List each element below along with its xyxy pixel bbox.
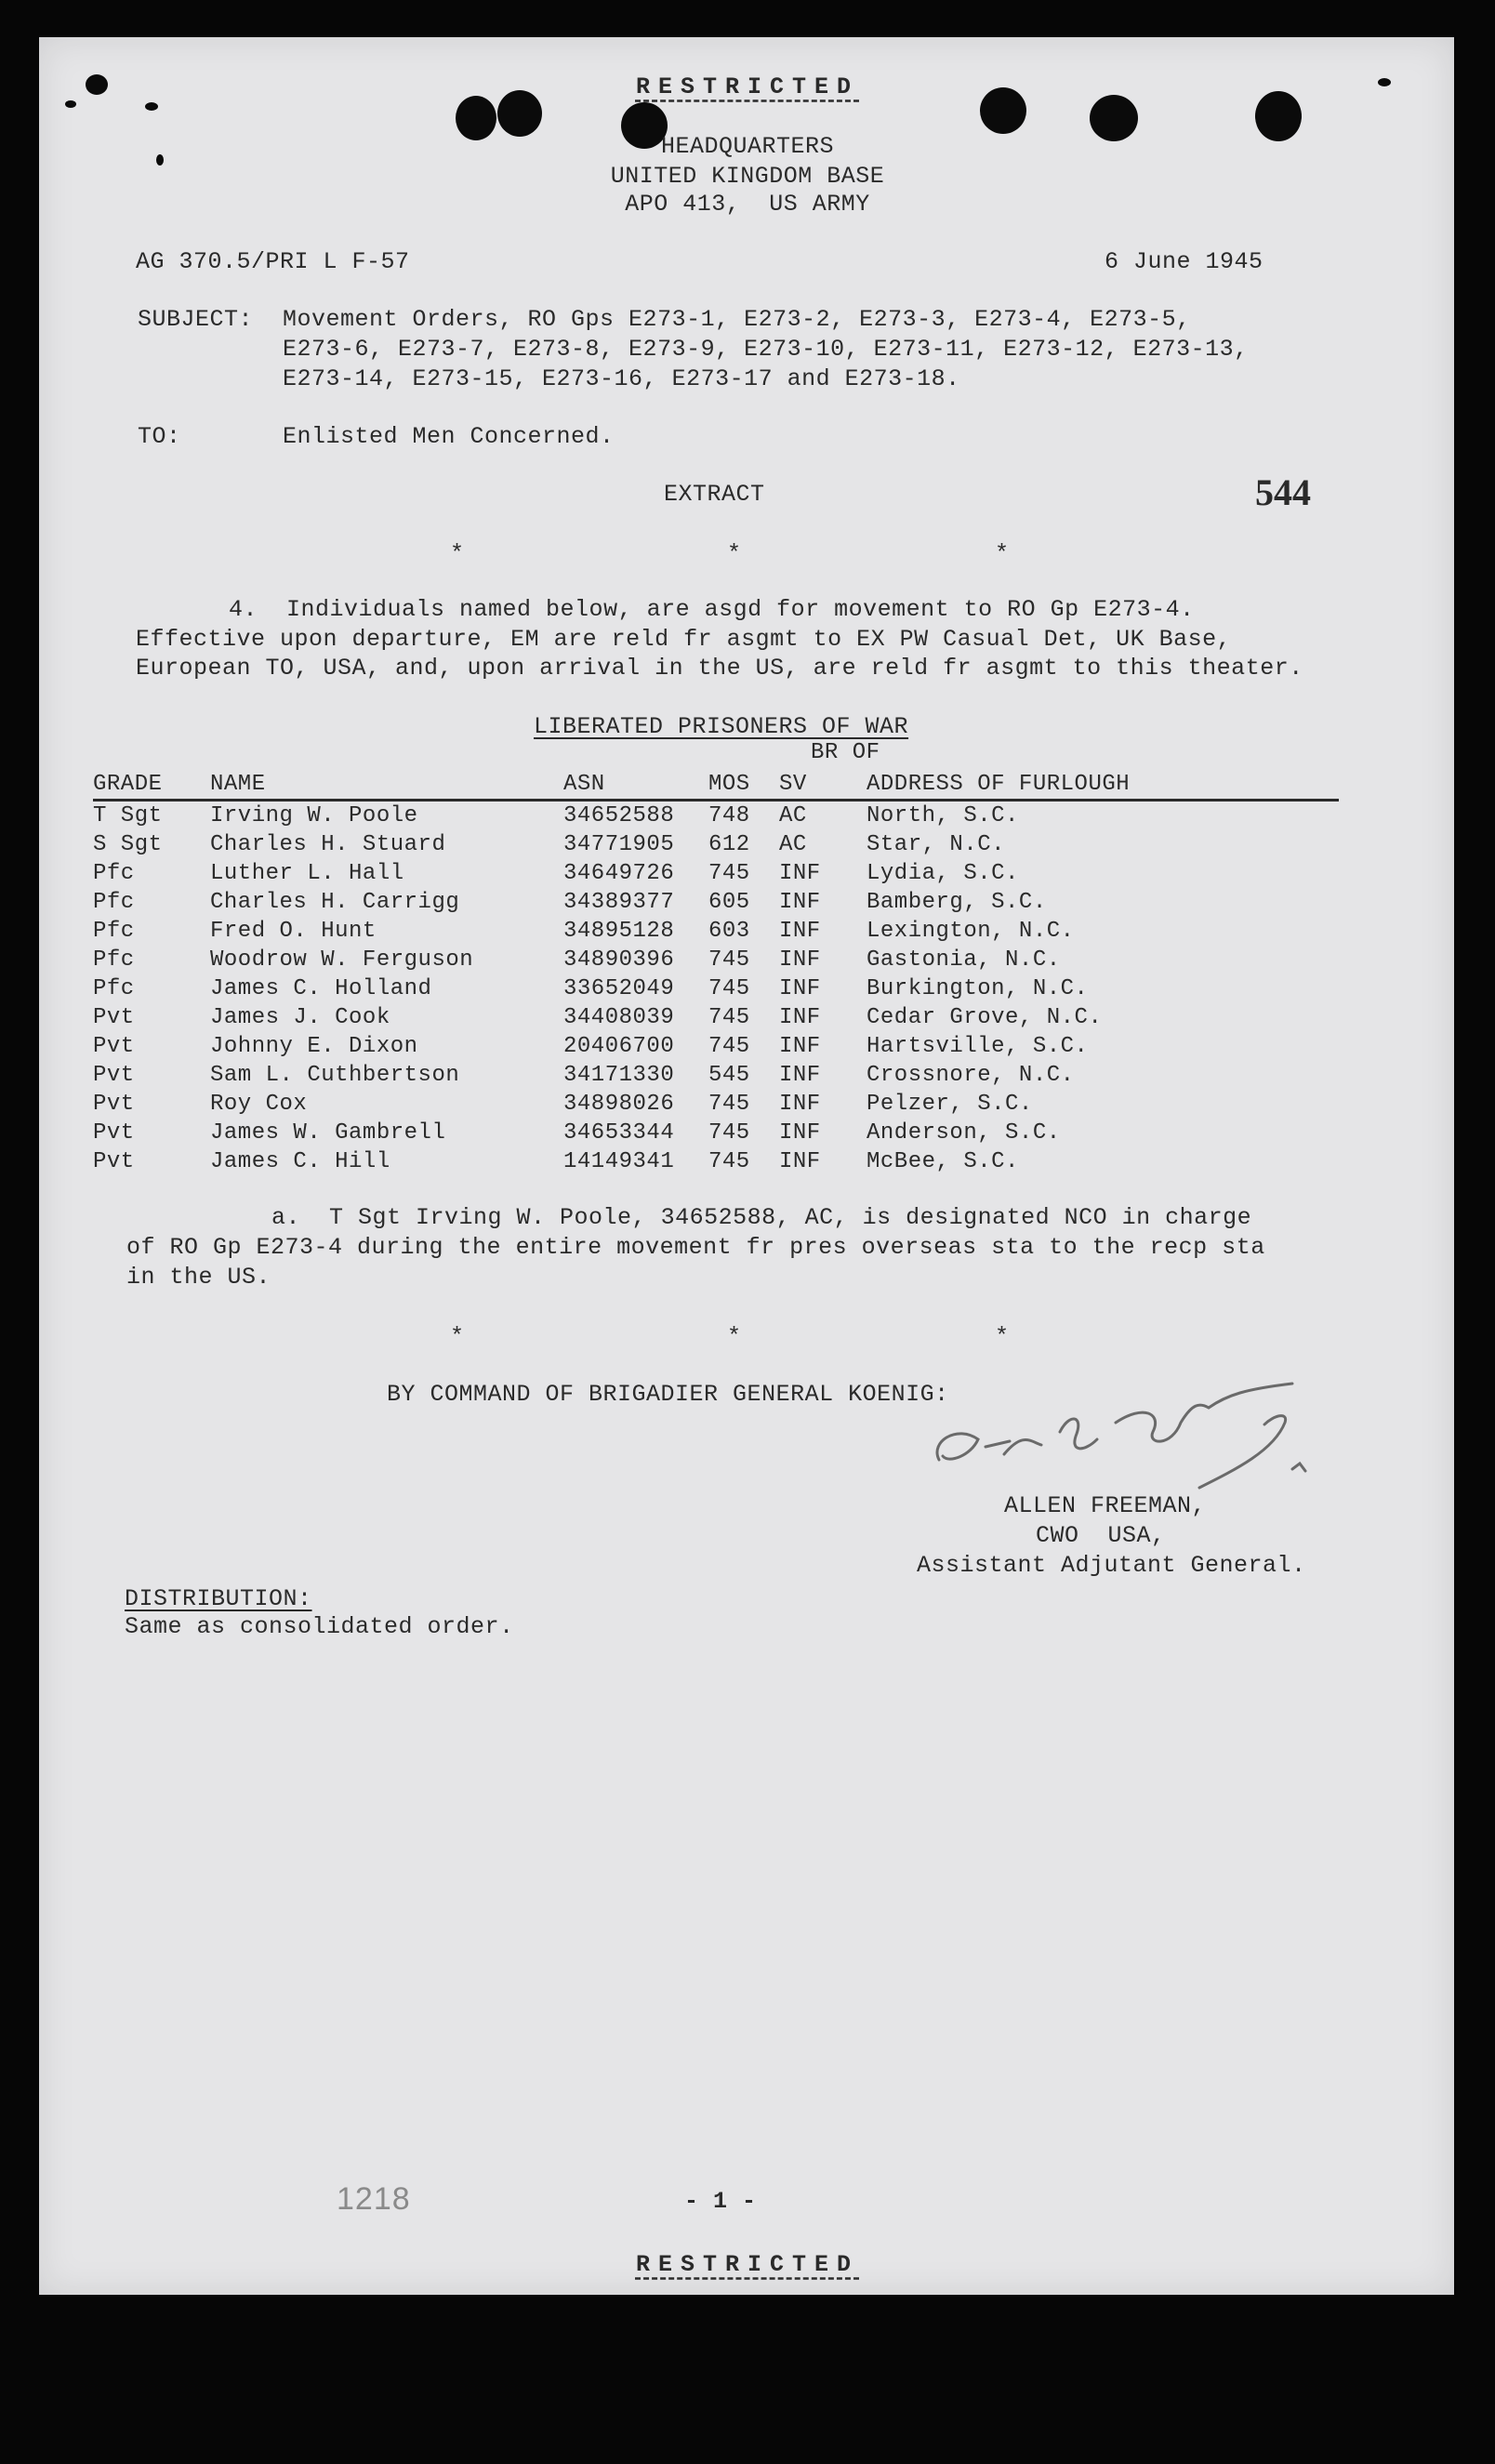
classification-top: RESTRICTED — [635, 73, 860, 100]
subject-line: E273-6, E273-7, E273-8, E273-9, E273-10, E273-11, E273-12, E273-13, — [283, 336, 1249, 363]
asn-cell: 34171330 — [563, 1063, 675, 1088]
paragraph-line: European TO, USA, and, upon arrival in the US, are reld fr asgmt to this theater. — [136, 655, 1303, 682]
br-of-label: BR OF — [811, 740, 880, 765]
branch-cell: INF — [779, 1063, 821, 1088]
branch-cell: INF — [779, 1149, 821, 1174]
mos-cell: 545 — [708, 1063, 750, 1088]
org-line-1: HEADQUARTERS — [660, 133, 835, 160]
to-value: Enlisted Men Concerned. — [283, 423, 615, 450]
address-cell: Crossnore, N.C. — [867, 1063, 1075, 1088]
grade-cell: Pfc — [93, 861, 135, 886]
grade-cell: Pvt — [93, 1092, 135, 1117]
branch-cell: AC — [779, 803, 807, 828]
branch-cell: INF — [779, 890, 821, 915]
asterisk: * — [727, 540, 742, 567]
table-row — [93, 888, 1339, 917]
signatory-rank: CWO USA, — [1036, 1522, 1166, 1549]
grade-cell: T Sgt — [93, 803, 163, 828]
asterisk: * — [995, 1323, 1010, 1350]
branch-cell: INF — [779, 1120, 821, 1146]
grade-cell: Pvt — [93, 1005, 135, 1030]
table-row — [93, 1003, 1339, 1032]
name-cell: Johnny E. Dixon — [210, 1034, 418, 1059]
address-cell: Burkington, N.C. — [867, 976, 1089, 1001]
mos-cell: 605 — [708, 890, 750, 915]
address-cell: Gastonia, N.C. — [867, 947, 1061, 973]
name-cell: James C. Holland — [210, 976, 432, 1001]
mos-cell: 745 — [708, 861, 750, 886]
address-cell: Star, N.C. — [867, 832, 1006, 857]
name-cell: James C. Hill — [210, 1149, 390, 1174]
org-line-2: UNITED KINGDOM BASE — [610, 163, 885, 190]
grade-cell: Pvt — [93, 1034, 135, 1059]
paragraph-line: 4. Individuals named below, are asgd for movement to RO Gp E273-4. — [229, 596, 1195, 623]
asterisk: * — [995, 540, 1010, 567]
mos-cell: 745 — [708, 1149, 750, 1174]
asn-cell: 34649726 — [563, 861, 675, 886]
table-row — [93, 1032, 1339, 1061]
asn-cell: 34653344 — [563, 1120, 675, 1146]
mos-cell: 745 — [708, 1092, 750, 1117]
branch-cell: INF — [779, 1092, 821, 1117]
mos-cell: 748 — [708, 803, 750, 828]
name-cell: Luther L. Hall — [210, 861, 404, 886]
classification-bottom: RESTRICTED — [635, 2251, 860, 2278]
asn-cell: 20406700 — [563, 1034, 675, 1059]
roster-table — [93, 770, 1339, 1176]
grade-cell: Pvt — [93, 1149, 135, 1174]
address-cell: North, S.C. — [867, 803, 1019, 828]
org-line-3: APO 413, US ARMY — [625, 191, 870, 218]
address-cell: Lydia, S.C. — [867, 861, 1019, 886]
grade-cell: Pfc — [93, 919, 135, 944]
asterisk: * — [727, 1323, 742, 1350]
stamp-number: 1218 — [337, 2181, 411, 2217]
roster-body — [93, 801, 1339, 1177]
table-row — [93, 830, 1339, 859]
roster-header-row — [93, 770, 1339, 801]
name-cell: James W. Gambrell — [210, 1120, 446, 1146]
asn-cell: 34771905 — [563, 832, 675, 857]
column-header: MOS — [708, 772, 750, 797]
asn-cell: 34895128 — [563, 919, 675, 944]
asn-cell: 34898026 — [563, 1092, 675, 1117]
asn-cell: 33652049 — [563, 976, 675, 1001]
distribution-value: Same as consolidated order. — [125, 1613, 514, 1640]
address-cell: Hartsville, S.C. — [867, 1034, 1089, 1059]
name-cell: Irving W. Poole — [210, 803, 418, 828]
asterisk: * — [450, 540, 465, 567]
subject-line: E273-14, E273-15, E273-16, E273-17 and E273-18. — [283, 365, 960, 392]
asn-cell: 34890396 — [563, 947, 675, 973]
signatory-title: Assistant Adjutant General. — [917, 1552, 1306, 1579]
branch-cell: INF — [779, 919, 821, 944]
table-row — [93, 859, 1339, 888]
table-row — [93, 1090, 1339, 1119]
branch-cell: INF — [779, 1005, 821, 1030]
table-row — [93, 974, 1339, 1003]
name-cell: Charles H. Carrigg — [210, 890, 460, 915]
mos-cell: 745 — [708, 976, 750, 1001]
extract-label: EXTRACT — [664, 481, 765, 508]
address-cell: Cedar Grove, N.C. — [867, 1005, 1103, 1030]
asn-cell: 34652588 — [563, 803, 675, 828]
name-cell: Sam L. Cuthbertson — [210, 1063, 460, 1088]
table-row — [93, 917, 1339, 946]
branch-cell: INF — [779, 976, 821, 1001]
table-row — [93, 1147, 1339, 1176]
name-cell: Roy Cox — [210, 1092, 308, 1117]
page-stamp: 544 — [1255, 471, 1311, 513]
note-line: a. T Sgt Irving W. Poole, 34652588, AC, is designated NCO in charge — [271, 1204, 1252, 1231]
grade-cell: Pfc — [93, 947, 135, 973]
table-row — [93, 1119, 1339, 1147]
address-cell: Bamberg, S.C. — [867, 890, 1047, 915]
mos-cell: 603 — [708, 919, 750, 944]
branch-cell: INF — [779, 861, 821, 886]
address-cell: Pelzer, S.C. — [867, 1092, 1033, 1117]
name-cell: James J. Cook — [210, 1005, 390, 1030]
distribution-label: DISTRIBUTION: — [125, 1585, 312, 1612]
branch-cell: AC — [779, 832, 807, 857]
grade-cell: Pvt — [93, 1120, 135, 1146]
column-header: GRADE — [93, 772, 163, 797]
address-cell: Anderson, S.C. — [867, 1120, 1061, 1146]
table-row — [93, 801, 1339, 831]
mos-cell: 745 — [708, 1005, 750, 1030]
handwritten-signature — [920, 1367, 1330, 1497]
name-cell: Charles H. Stuard — [210, 832, 446, 857]
page-number: - 1 - — [684, 2188, 757, 2215]
command-line: BY COMMAND OF BRIGADIER GENERAL KOENIG: — [387, 1381, 949, 1408]
branch-cell: INF — [779, 947, 821, 973]
grade-cell: Pfc — [93, 890, 135, 915]
mos-cell: 745 — [708, 947, 750, 973]
asn-cell: 14149341 — [563, 1149, 675, 1174]
paragraph-line: Effective upon departure, EM are reld fr asgmt to EX PW Casual Det, UK Base, — [136, 626, 1232, 653]
name-cell: Woodrow W. Ferguson — [210, 947, 474, 973]
mos-cell: 612 — [708, 832, 750, 857]
asn-cell: 34408039 — [563, 1005, 675, 1030]
table-row — [93, 1061, 1339, 1090]
subject-label: SUBJECT: — [138, 306, 254, 333]
note-line: in the US. — [126, 1264, 271, 1291]
address-cell: Lexington, N.C. — [867, 919, 1075, 944]
grade-cell: S Sgt — [93, 832, 163, 857]
note-line: of RO Gp E273-4 during the entire movement fr pres overseas sta to the recp sta — [126, 1234, 1265, 1261]
asn-cell: 34389377 — [563, 890, 675, 915]
signatory-name: ALLEN FREEMAN, — [1004, 1492, 1207, 1519]
file-number: AG 370.5/PRI L F-57 — [136, 248, 410, 275]
order-date: 6 June 1945 — [1105, 248, 1263, 275]
mos-cell: 745 — [708, 1034, 750, 1059]
column-header: ASN — [563, 772, 605, 797]
address-cell: McBee, S.C. — [867, 1149, 1019, 1174]
column-header: ADDRESS OF FURLOUGH — [867, 772, 1131, 797]
column-header: NAME — [210, 772, 266, 797]
grade-cell: Pvt — [93, 1063, 135, 1088]
name-cell: Fred O. Hunt — [210, 919, 377, 944]
mos-cell: 745 — [708, 1120, 750, 1146]
branch-cell: INF — [779, 1034, 821, 1059]
table-row — [93, 946, 1339, 974]
column-header: SV — [779, 772, 807, 797]
roster-title: LIBERATED PRISONERS OF WAR — [534, 713, 909, 740]
grade-cell: Pfc — [93, 976, 135, 1001]
ink-spot — [145, 102, 158, 111]
to-label: TO: — [138, 423, 181, 450]
asterisk: * — [450, 1323, 465, 1350]
subject-line: Movement Orders, RO Gps E273-1, E273-2, E273-3, E273-4, E273-5, — [283, 306, 1191, 333]
